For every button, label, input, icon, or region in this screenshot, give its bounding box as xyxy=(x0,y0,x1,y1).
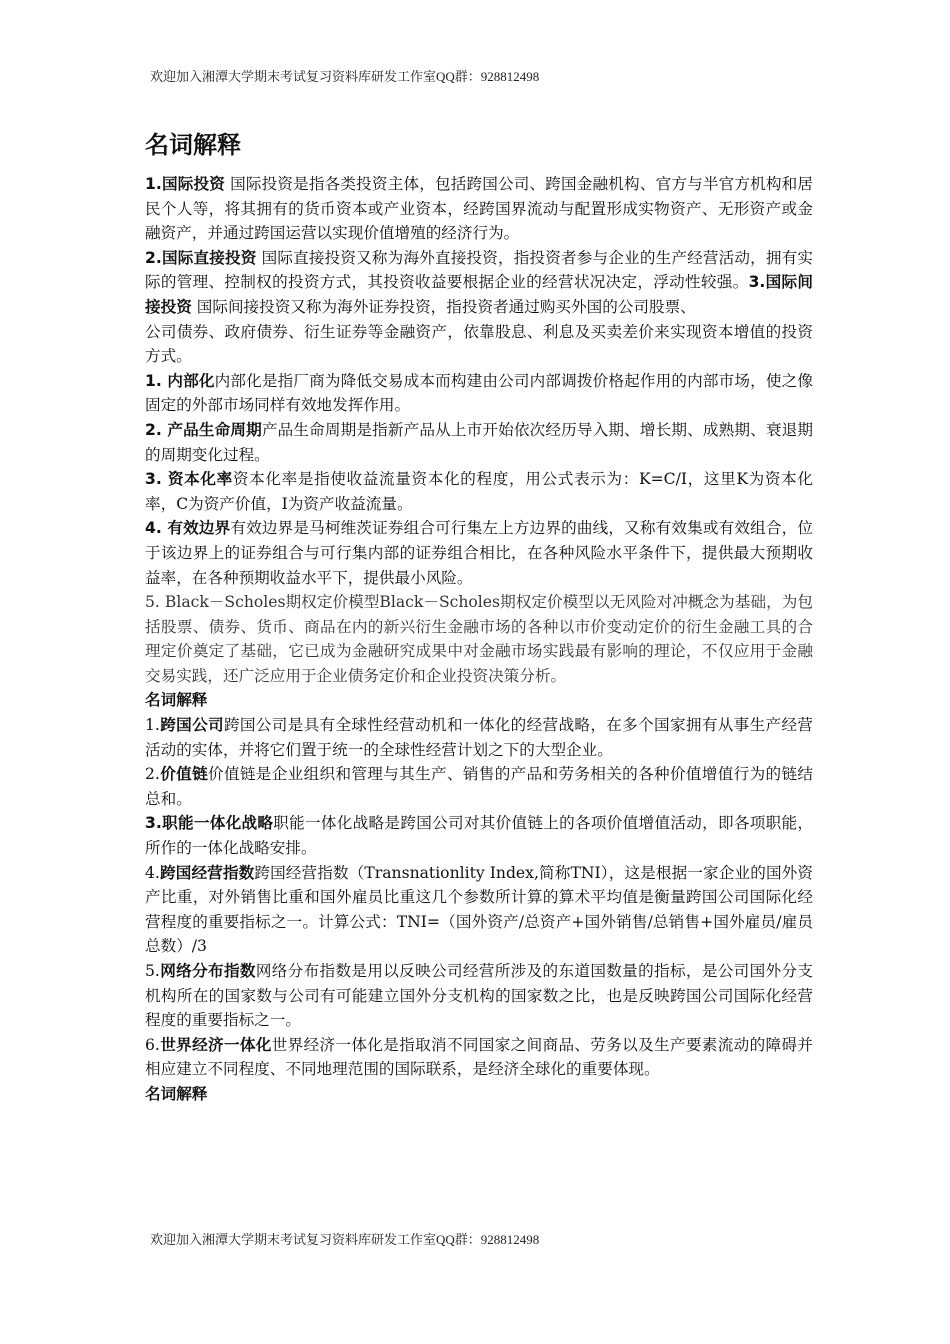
definition-internalization: 内部化是指厂商为降低交易成本而构建由公司内部调拨价格起作用的内部市场，使之像固定的外部市场同样有效地发挥作用。 xyxy=(145,371,813,415)
paragraph-investment-terms xyxy=(145,172,813,320)
term-internalization: 1. 内部化 xyxy=(145,371,215,390)
term-indirect-investment: 3.国际间接投资 xyxy=(145,273,813,316)
document-body xyxy=(145,128,813,1107)
definition-item-product-life-cycle xyxy=(145,418,813,467)
definition-network-index: 网络分布指数是用以反映公司经营所涉及的东道国数量的指标，是公司国外分支机构所在的国家数与公司有可能建立国外分支机构的国家数之比，也是反映跨国公司国际化经营程度的重要指标之一。 xyxy=(145,962,813,1030)
page-title: 名词解释 xyxy=(145,131,241,159)
definition-item-multinational xyxy=(145,713,813,762)
definition-international-investment: 国际投资是指各类投资主体，包括跨国公司、跨国金融机构、官方与半官方机构和居民个人等，将其拥有的货币资本或产业资本，经跨国界流动与配置形成实物资产、无形资产或金融资产，并通过跨国运营以实现价值增殖的经济行为。 xyxy=(145,175,813,243)
definition-item-capitalization-rate xyxy=(145,467,813,516)
term-economic-integration: 世界经济一体化 xyxy=(159,1035,272,1054)
definition-economic-integration: 世界经济一体化是指取消不同国家之间商品、劳务以及生产要素流动的障碍并相应建立不同程度、不同地理范围的国际联系，是经济全球化的重要体现。 xyxy=(145,1035,813,1079)
section-title-2: 名词解释 xyxy=(145,691,208,710)
item-number-5: 5. xyxy=(145,962,160,980)
term-multinational: 跨国公司 xyxy=(159,716,224,735)
section-title-3: 名词解释 xyxy=(145,1084,208,1103)
definition-item-functional-integration xyxy=(145,811,813,860)
item-number-4: 4. xyxy=(145,863,160,882)
page-header: 欢迎加入湘潭大学期末考试复习资料库研发工作室QQ群：928812498 xyxy=(150,69,540,84)
definition-value-chain: 价值链是企业组织和管理与其生产、销售的产品和劳务相关的各种价值增值行为的链结总和。 xyxy=(145,765,813,808)
item-number-6: 6. xyxy=(145,1035,160,1054)
definition-item-network-index xyxy=(145,959,813,1033)
definition-product-life-cycle: 产品生命周期是指新产品从上市开始依次经历导入期、增长期、成熟期、衰退期的周期变化过程。 xyxy=(145,420,813,464)
definition-item-value-chain xyxy=(145,762,813,811)
definition-tni: 跨国经营指数（Transnationlity Index,简称TNI），这是根据一家企业的国外资产比重，对外销售比重和国外雇员比重这几个参数所计算的算术平均值是衡量跨国公司国际化经营程度的重要指标之一。计算公式：TNI=（国外资产/总资产+国外销售/总销售+国外雇员/雇员总数）/3 xyxy=(145,863,813,956)
definition-item-tni xyxy=(145,861,813,959)
definition-indirect-investment: 国际间接投资又称为海外证券投资，指投资者通过购买外国的公司股票、 xyxy=(191,297,696,316)
definition-functional-integration: 职能一体化战略是跨国公司对其价值链上的各项价值增值活动，即各项职能，所作的一体化战略安排。 xyxy=(145,814,813,858)
term-international-investment: 1.国际投资 xyxy=(145,175,225,193)
term-direct-investment: 2.国际直接投资 xyxy=(145,248,257,267)
definition-capitalization-rate: 资本化率是指使收益流量资本化的程度，用公式表示为：K=C/I，这里K为资本化率，C为资产价值，I为资产收益流量。 xyxy=(145,470,814,513)
term-product-life-cycle: 2. 产品生命周期 xyxy=(145,420,262,439)
definition-item-economic-integration xyxy=(145,1033,813,1082)
term-tni: 跨国经营指数 xyxy=(159,863,255,882)
definition-item-internalization xyxy=(145,369,813,418)
definition-indirect-investment-continued: 公司债券、政府债券、衍生证券等金融资产，依靠股息、利息及买卖差价来实现资本增值的投资方式。 xyxy=(145,322,813,366)
term-value-chain: 价值链 xyxy=(159,765,209,784)
definition-direct-investment: 国际直接投资又称为海外直接投资，指投资者参与企业的生产经营活动，拥有实际的管理、控制权的投资方式，其投资收益要根据企业的经营状况决定，浮动性较强。 xyxy=(145,248,813,292)
page-footer: 欢迎加入湘潭大学期末考试复习资料库研发工作室QQ群：928812498 xyxy=(150,1232,540,1247)
definition-efficient-frontier: 有效边界是马柯维茨证券组合可行集左上方边界的曲线，又称有效集或有效组合，位于该边界上的证券组合与可行集内部的证券组合相比，在各种风险水平条件下，提供最大预期收益率，在各种预期收益水平下，提供最小风险。 xyxy=(145,519,813,587)
term-capitalization-rate: 3. 资本化率 xyxy=(145,470,233,489)
term-functional-integration: 3.职能一体化战略 xyxy=(145,814,274,833)
definition-multinational: 跨国公司是具有全球性经营动机和一体化的经营战略，在多个国家拥有从事生产经营活动的实体，并将它们置于统一的全球性经营计划之下的大型企业。 xyxy=(145,716,813,759)
item-number-1: 1. xyxy=(145,716,160,735)
term-network-index: 网络分布指数 xyxy=(159,962,256,980)
definition-black-scholes: 5. Black－Scholes期权定价模型Black－Scholes期权定价模型以无风险对冲概念为基础，为包括股票、债券、货币、商品在内的新兴衍生金融市场的各种以市价变动定价的衍生金融工具的合理定价奠定了基础，它已成为金融研究成果中对金融市场实践最有影响的理论，不仅应用于金融交易实践，还广泛应用于企业债务定价和企业投资决策分析。 xyxy=(145,593,813,685)
item-number-2: 2. xyxy=(145,765,160,784)
term-efficient-frontier: 4. 有效边界 xyxy=(145,519,231,538)
definition-item-efficient-frontier xyxy=(145,516,813,590)
